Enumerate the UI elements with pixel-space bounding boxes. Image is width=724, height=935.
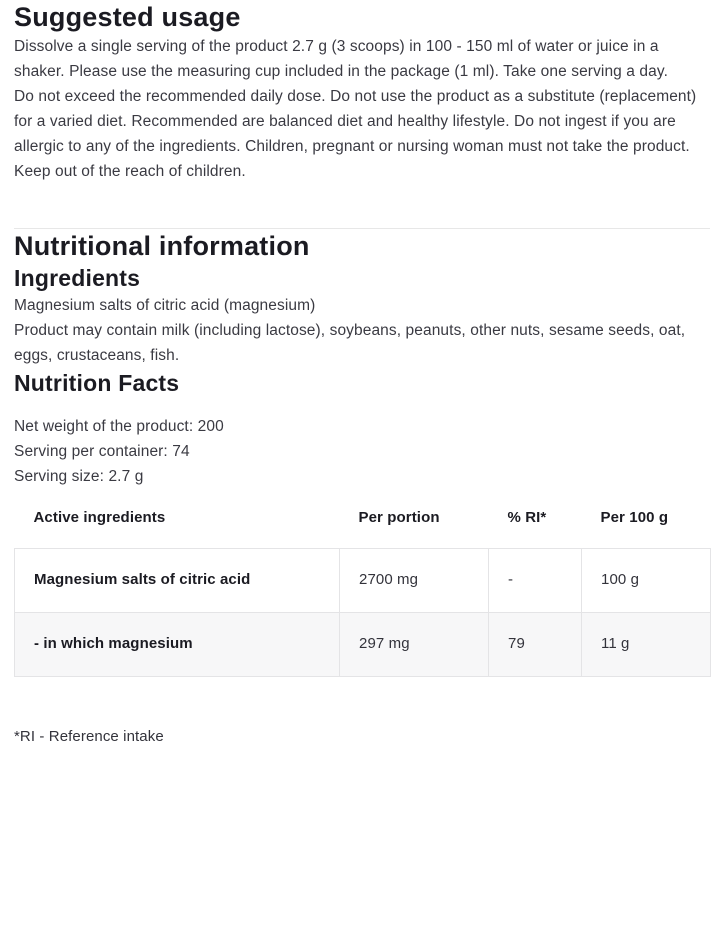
suggested-usage-heading: Suggested usage (14, 2, 241, 32)
nutritional-information-heading: Nutritional information (14, 231, 310, 261)
ingredient-name-cell: - in which magnesium (15, 613, 340, 677)
ri-percent-cell: 79 (489, 613, 582, 677)
table-row (15, 613, 711, 677)
per-portion-cell: 297 mg (340, 613, 489, 677)
nutrition-facts-summary (14, 414, 710, 489)
col-header-per-portion: Per portion (358, 509, 440, 526)
ingredients-composition-paragraph: Magnesium salts of citric acid (magnesium) (14, 297, 316, 314)
table-row (15, 549, 711, 613)
net-weight-line: Net weight of the product: 200 (14, 418, 224, 435)
nutrition-facts-heading: Nutrition Facts (14, 370, 180, 396)
usage-dosage-paragraph: Dissolve a single serving of the product 2.7 g (3 scoops) in 100 - 150 ml of water or juice in a shaker. Please use the measuring cup included in the package (1 ml). Take one serving a day. (14, 38, 668, 80)
active-ingredients-table (14, 505, 711, 677)
col-header-per-100g: Per 100 g (600, 509, 669, 526)
servings-per-container-line: Serving per container: 74 (14, 443, 190, 460)
allergen-notice-paragraph: Product may contain milk (including lactose), soybeans, peanuts, other nuts, sesame seeds, oat, eggs, crustaceans, fish. (14, 322, 686, 364)
ri-percent-cell: - (489, 549, 582, 613)
table-header-row (15, 505, 711, 549)
ingredients-heading: Ingredients (14, 265, 141, 291)
per-100g-cell: 100 g (582, 549, 711, 613)
reference-intake-footnote: *RI - Reference intake (14, 728, 164, 745)
serving-size-line: Serving size: 2.7 g (14, 468, 144, 485)
ingredient-name-cell: Magnesium salts of citric acid (15, 549, 340, 613)
col-header-ri-percent: % RI* (507, 509, 547, 526)
col-header-active-ingredients: Active ingredients (33, 509, 166, 526)
per-100g-cell: 11 g (582, 613, 711, 677)
usage-warning-paragraph: Do not exceed the recommended daily dose. Do not use the product as a substitute (replacement) for a varied diet. Recommended are balanced diet and healthy lifestyle. Do not ingest if you are allergic to any of the ingredients. Children, pregnant or nursing woman must not take the product. Keep out of the reach of children. (14, 88, 697, 180)
per-portion-cell: 2700 mg (340, 549, 489, 613)
